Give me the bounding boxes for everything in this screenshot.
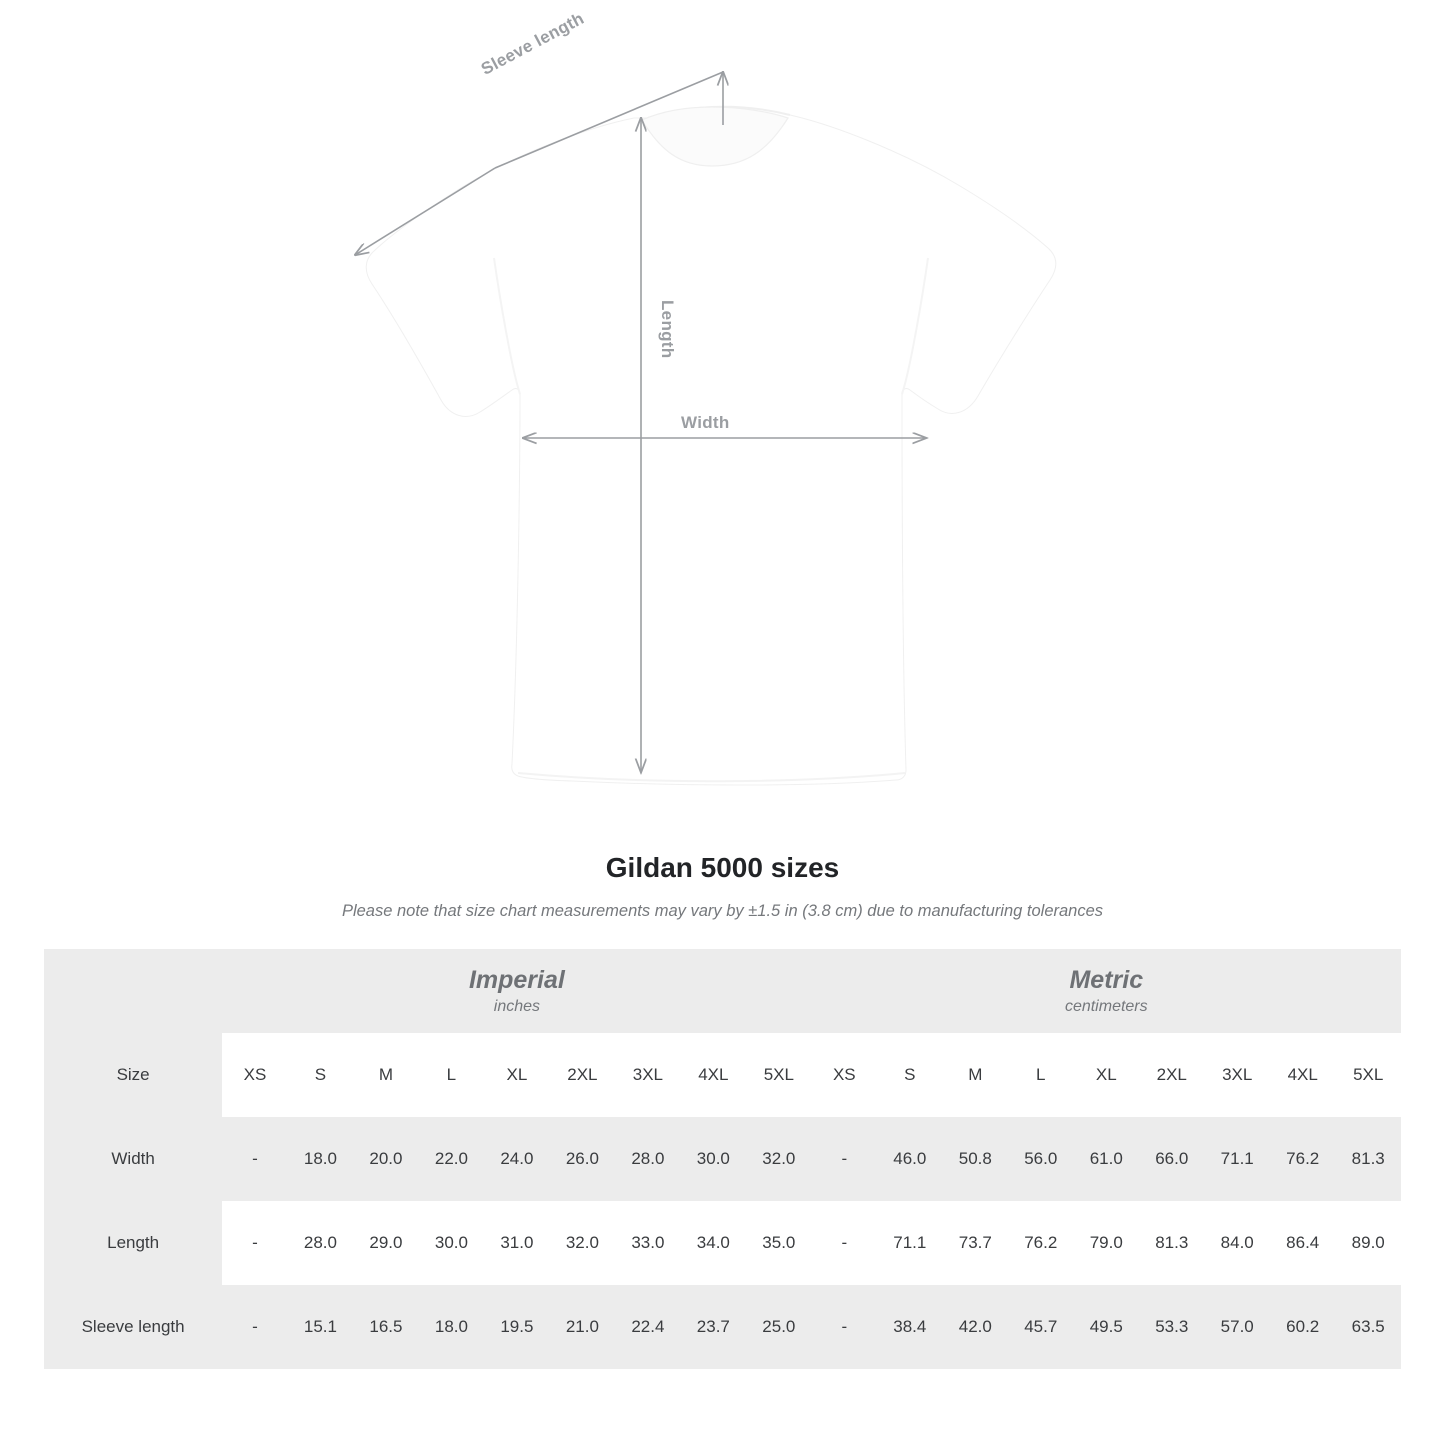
cell-sleeve-imperial-5xl: 25.0 [746, 1285, 811, 1369]
size-header-metric-2xl: 2XL [1139, 1033, 1204, 1117]
cell-sleeve-metric-l: 45.7 [1008, 1285, 1073, 1369]
cell-width-imperial-2xl: 26.0 [550, 1117, 615, 1201]
cell-length-metric-4xl: 86.4 [1270, 1201, 1335, 1285]
size-header-imperial-xl: XL [484, 1033, 549, 1117]
unit-name-imperial: Imperial [468, 965, 565, 994]
cell-sleeve-metric-m: 42.0 [943, 1285, 1008, 1369]
cell-length-imperial-2xl: 32.0 [550, 1201, 615, 1285]
unit-sub-imperial: inches [493, 998, 541, 1016]
page-title: Gildan 5000 sizes [605, 852, 840, 883]
cell-length-imperial-xl: 31.0 [484, 1201, 549, 1285]
cell-width-imperial-xl: 24.0 [484, 1117, 549, 1201]
cell-sleeve-metric-2xl: 53.3 [1139, 1285, 1204, 1369]
table-row [44, 1117, 1401, 1201]
unit-header-row [44, 949, 1401, 1033]
cell-length-metric-l: 76.2 [1008, 1201, 1073, 1285]
size-header-imperial-2xl: 2XL [550, 1033, 615, 1117]
cell-length-metric-xs: - [812, 1201, 877, 1285]
size-header-imperial-l: L [419, 1033, 484, 1117]
cell-length-imperial-5xl: 35.0 [746, 1201, 811, 1285]
cell-sleeve-metric-4xl: 60.2 [1270, 1285, 1335, 1369]
size-header-imperial-3xl: 3XL [615, 1033, 680, 1117]
cell-length-imperial-xs: - [222, 1201, 287, 1285]
cell-sleeve-imperial-l: 18.0 [419, 1285, 484, 1369]
size-header-imperial-m: M [353, 1033, 418, 1117]
size-header-imperial-xs: XS [222, 1033, 287, 1117]
cell-length-imperial-4xl: 34.0 [681, 1201, 746, 1285]
row-label-sleeve-length: Sleeve length [44, 1285, 222, 1369]
size-header-imperial-5xl: 5XL [746, 1033, 811, 1117]
size-table-wrapper [44, 949, 1401, 1369]
cell-sleeve-metric-s: 38.4 [877, 1285, 942, 1369]
cell-width-imperial-4xl: 30.0 [681, 1117, 746, 1201]
length-label: Length [658, 300, 677, 359]
size-header-metric-xs: XS [812, 1033, 877, 1117]
size-header-metric-5xl: 5XL [1335, 1033, 1401, 1117]
unit-sub-metric: centimeters [1064, 998, 1148, 1016]
title-block [0, 852, 1445, 921]
cell-length-metric-5xl: 89.0 [1335, 1201, 1401, 1285]
size-header-imperial-s: S [288, 1033, 353, 1117]
cell-length-imperial-m: 29.0 [353, 1201, 418, 1285]
size-header-metric-3xl: 3XL [1204, 1033, 1269, 1117]
cell-sleeve-imperial-xs: - [222, 1285, 287, 1369]
cell-length-imperial-3xl: 33.0 [615, 1201, 680, 1285]
cell-width-metric-5xl: 81.3 [1335, 1117, 1401, 1201]
cell-length-metric-m: 73.7 [943, 1201, 1008, 1285]
width-label: Width [681, 413, 730, 432]
table-row [44, 1285, 1401, 1369]
cell-width-imperial-xs: - [222, 1117, 287, 1201]
cell-width-imperial-l: 22.0 [419, 1117, 484, 1201]
cell-width-metric-m: 50.8 [943, 1117, 1008, 1201]
size-header-metric-l: L [1008, 1033, 1073, 1117]
cell-sleeve-imperial-xl: 19.5 [484, 1285, 549, 1369]
table-row [44, 1201, 1401, 1285]
size-header-row [44, 1033, 1401, 1117]
cell-length-metric-2xl: 81.3 [1139, 1201, 1204, 1285]
cell-width-metric-xs: - [812, 1117, 877, 1201]
row-label-length: Length [44, 1201, 222, 1285]
size-header-metric-s: S [877, 1033, 942, 1117]
size-header-label: Size [44, 1033, 222, 1117]
cell-width-metric-3xl: 71.1 [1204, 1117, 1269, 1201]
unit-header-metric [812, 949, 1401, 1033]
cell-length-metric-s: 71.1 [877, 1201, 942, 1285]
size-table [44, 949, 1401, 1369]
cell-width-metric-4xl: 76.2 [1270, 1117, 1335, 1201]
cell-width-metric-2xl: 66.0 [1139, 1117, 1204, 1201]
size-header-metric-m: M [943, 1033, 1008, 1117]
cell-width-imperial-m: 20.0 [353, 1117, 418, 1201]
cell-width-metric-xl: 61.0 [1074, 1117, 1139, 1201]
cell-width-imperial-5xl: 32.0 [746, 1117, 811, 1201]
cell-sleeve-metric-xs: - [812, 1285, 877, 1369]
unit-header-spacer [44, 949, 222, 1033]
size-header-imperial-4xl: 4XL [681, 1033, 746, 1117]
tolerance-note: Please note that size chart measurements may vary by ±1.5 in (3.8 cm) due to manufacturing tolerances [341, 902, 1104, 920]
sleeve-length-label: Sleeve length [478, 8, 588, 79]
cell-sleeve-imperial-3xl: 22.4 [615, 1285, 680, 1369]
cell-width-metric-l: 56.0 [1008, 1117, 1073, 1201]
cell-sleeve-imperial-s: 15.1 [288, 1285, 353, 1369]
unit-name-metric: Metric [1069, 965, 1144, 994]
cell-sleeve-imperial-m: 16.5 [353, 1285, 418, 1369]
size-header-metric-4xl: 4XL [1270, 1033, 1335, 1117]
cell-length-imperial-s: 28.0 [288, 1201, 353, 1285]
cell-sleeve-metric-5xl: 63.5 [1335, 1285, 1401, 1369]
cell-length-imperial-l: 30.0 [419, 1201, 484, 1285]
cell-sleeve-metric-xl: 49.5 [1074, 1285, 1139, 1369]
cell-length-metric-3xl: 84.0 [1204, 1201, 1269, 1285]
cell-length-metric-xl: 79.0 [1074, 1201, 1139, 1285]
cell-sleeve-imperial-4xl: 23.7 [681, 1285, 746, 1369]
cell-width-metric-s: 46.0 [877, 1117, 942, 1201]
cell-sleeve-imperial-2xl: 21.0 [550, 1285, 615, 1369]
size-header-metric-xl: XL [1074, 1033, 1139, 1117]
cell-sleeve-metric-3xl: 57.0 [1204, 1285, 1269, 1369]
cell-width-imperial-s: 18.0 [288, 1117, 353, 1201]
cell-width-imperial-3xl: 28.0 [615, 1117, 680, 1201]
tshirt-shape [366, 107, 1056, 785]
row-label-width: Width [44, 1117, 222, 1201]
unit-header-imperial [222, 949, 811, 1033]
